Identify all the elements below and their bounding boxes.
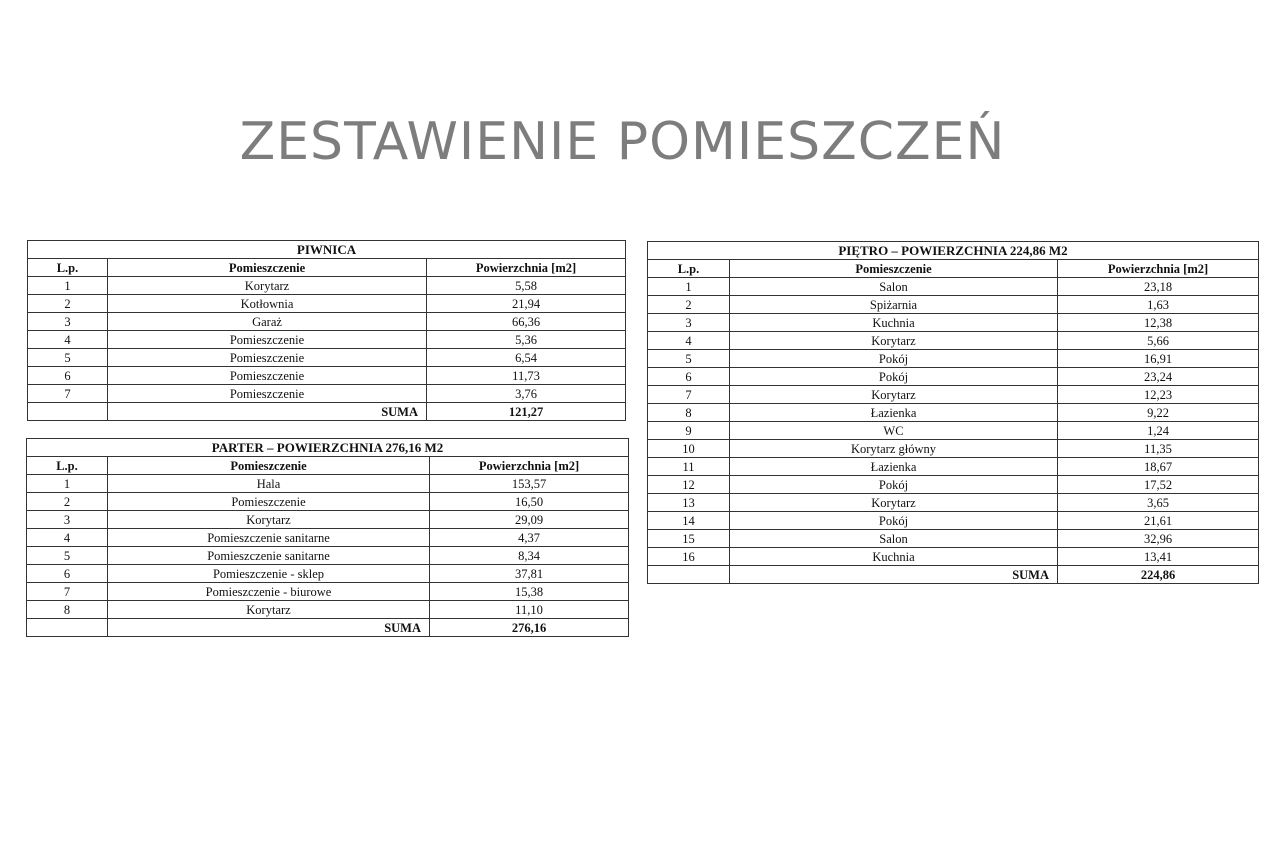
room-cell: Korytarz (108, 511, 430, 529)
room-cell: Korytarz (730, 386, 1058, 404)
table-row (28, 367, 626, 385)
room-cell: Kotłownia (108, 295, 427, 313)
area-cell: 1,24 (1058, 422, 1259, 440)
room-cell: Hala (108, 475, 430, 493)
area-cell: 5,66 (1058, 332, 1259, 350)
table-row (28, 349, 626, 367)
area-cell: 23,18 (1058, 278, 1259, 296)
sum-row (27, 619, 629, 637)
table-row (648, 314, 1259, 332)
room-cell: Pokój (730, 350, 1058, 368)
table-row (27, 565, 629, 583)
room-header: Pomieszczenie (108, 259, 427, 277)
room-cell: Łazienka (730, 404, 1058, 422)
room-header: Pomieszczenie (730, 260, 1058, 278)
table-row (648, 386, 1259, 404)
room-cell: WC (730, 422, 1058, 440)
sum-value: 121,27 (427, 403, 626, 421)
lp-cell: 3 (27, 511, 108, 529)
table-row (28, 331, 626, 349)
table-row (27, 493, 629, 511)
table-row (648, 422, 1259, 440)
room-cell: Korytarz (730, 494, 1058, 512)
table-row (648, 458, 1259, 476)
area-cell: 11,35 (1058, 440, 1259, 458)
area-cell: 11,10 (430, 601, 629, 619)
room-cell: Kuchnia (730, 314, 1058, 332)
room-cell: Salon (730, 530, 1058, 548)
room-header: Pomieszczenie (108, 457, 430, 475)
lp-cell: 10 (648, 440, 730, 458)
lp-cell: 3 (648, 314, 730, 332)
lp-cell: 4 (27, 529, 108, 547)
table-row (28, 295, 626, 313)
pietro-table (647, 241, 1259, 584)
table-row (28, 385, 626, 403)
table-row (648, 332, 1259, 350)
area-header: Powierzchnia [m2] (1058, 260, 1259, 278)
page-title: ZESTAWIENIE POMIESZCZEŃ (239, 112, 1006, 172)
caption-row (27, 439, 629, 457)
lp-cell: 2 (648, 296, 730, 314)
blank-cell (648, 566, 730, 584)
table-row (28, 313, 626, 331)
table-caption: PIWNICA (28, 241, 626, 259)
area-cell: 17,52 (1058, 476, 1259, 494)
room-cell: Pokój (730, 476, 1058, 494)
area-cell: 3,76 (427, 385, 626, 403)
area-cell: 23,24 (1058, 368, 1259, 386)
lp-cell: 5 (648, 350, 730, 368)
room-cell: Pokój (730, 512, 1058, 530)
area-cell: 9,22 (1058, 404, 1259, 422)
area-cell: 18,67 (1058, 458, 1259, 476)
room-cell: Korytarz (108, 277, 427, 295)
table-caption: PARTER – POWIERZCHNIA 276,16 M2 (27, 439, 629, 457)
room-cell: Spiżarnia (730, 296, 1058, 314)
room-cell: Pomieszczenie (108, 331, 427, 349)
room-cell: Łazienka (730, 458, 1058, 476)
area-cell: 37,81 (430, 565, 629, 583)
piwnica-table (27, 240, 626, 421)
lp-cell: 8 (648, 404, 730, 422)
blank-cell (27, 619, 108, 637)
area-header: Powierzchnia [m2] (430, 457, 629, 475)
room-cell: Korytarz główny (730, 440, 1058, 458)
room-cell: Salon (730, 278, 1058, 296)
caption-row (28, 241, 626, 259)
table-row (648, 296, 1259, 314)
sum-label: SUMA (108, 403, 427, 421)
lp-cell: 6 (27, 565, 108, 583)
table-row (27, 547, 629, 565)
area-cell: 12,23 (1058, 386, 1259, 404)
lp-cell: 8 (27, 601, 108, 619)
area-cell: 16,50 (430, 493, 629, 511)
sum-label: SUMA (108, 619, 430, 637)
lp-cell: 1 (28, 277, 108, 295)
room-cell: Pomieszczenie (108, 385, 427, 403)
sum-label: SUMA (730, 566, 1058, 584)
lp-header: L.p. (28, 259, 108, 277)
table-row (648, 476, 1259, 494)
room-cell: Pokój (730, 368, 1058, 386)
room-cell: Garaż (108, 313, 427, 331)
area-cell: 12,38 (1058, 314, 1259, 332)
lp-header: L.p. (648, 260, 730, 278)
lp-cell: 3 (28, 313, 108, 331)
room-cell: Korytarz (730, 332, 1058, 350)
table-row (648, 530, 1259, 548)
room-cell: Korytarz (108, 601, 430, 619)
area-cell: 15,38 (430, 583, 629, 601)
table-row (648, 512, 1259, 530)
lp-cell: 2 (27, 493, 108, 511)
lp-cell: 6 (28, 367, 108, 385)
header-row (28, 259, 626, 277)
area-cell: 4,37 (430, 529, 629, 547)
area-cell: 1,63 (1058, 296, 1259, 314)
room-cell: Pomieszczenie (108, 493, 430, 511)
area-cell: 5,36 (427, 331, 626, 349)
lp-cell: 7 (27, 583, 108, 601)
area-cell: 13,41 (1058, 548, 1259, 566)
table-row (27, 583, 629, 601)
header-row (27, 457, 629, 475)
room-cell: Pomieszczenie (108, 367, 427, 385)
table-row (648, 278, 1259, 296)
area-cell: 32,96 (1058, 530, 1259, 548)
area-cell: 3,65 (1058, 494, 1259, 512)
lp-cell: 1 (27, 475, 108, 493)
header-row (648, 260, 1259, 278)
sum-row (28, 403, 626, 421)
sum-row (648, 566, 1259, 584)
lp-cell: 9 (648, 422, 730, 440)
table-caption: PIĘTRO – POWIERZCHNIA 224,86 M2 (648, 242, 1259, 260)
room-cell: Pomieszczenie sanitarne (108, 529, 430, 547)
table-row (648, 440, 1259, 458)
lp-cell: 7 (28, 385, 108, 403)
area-cell: 6,54 (427, 349, 626, 367)
table-row (28, 277, 626, 295)
lp-cell: 16 (648, 548, 730, 566)
lp-cell: 4 (28, 331, 108, 349)
table-row (27, 529, 629, 547)
area-cell: 29,09 (430, 511, 629, 529)
area-header: Powierzchnia [m2] (427, 259, 626, 277)
lp-cell: 4 (648, 332, 730, 350)
room-cell: Pomieszczenie (108, 349, 427, 367)
lp-cell: 5 (28, 349, 108, 367)
lp-cell: 11 (648, 458, 730, 476)
room-cell: Pomieszczenie sanitarne (108, 547, 430, 565)
lp-cell: 14 (648, 512, 730, 530)
parter-table (26, 438, 629, 637)
table-row (648, 350, 1259, 368)
room-cell: Kuchnia (730, 548, 1058, 566)
area-cell: 21,61 (1058, 512, 1259, 530)
table-row (27, 511, 629, 529)
lp-cell: 15 (648, 530, 730, 548)
room-cell: Pomieszczenie - biurowe (108, 583, 430, 601)
area-cell: 153,57 (430, 475, 629, 493)
lp-cell: 7 (648, 386, 730, 404)
area-cell: 11,73 (427, 367, 626, 385)
lp-header: L.p. (27, 457, 108, 475)
room-cell: Pomieszczenie - sklep (108, 565, 430, 583)
sum-value: 224,86 (1058, 566, 1259, 584)
table-row (648, 404, 1259, 422)
lp-cell: 12 (648, 476, 730, 494)
area-cell: 66,36 (427, 313, 626, 331)
sum-value: 276,16 (430, 619, 629, 637)
area-cell: 21,94 (427, 295, 626, 313)
lp-cell: 2 (28, 295, 108, 313)
table-row (27, 475, 629, 493)
area-cell: 16,91 (1058, 350, 1259, 368)
area-cell: 8,34 (430, 547, 629, 565)
blank-cell (28, 403, 108, 421)
table-row (648, 548, 1259, 566)
caption-row (648, 242, 1259, 260)
lp-cell: 5 (27, 547, 108, 565)
lp-cell: 1 (648, 278, 730, 296)
lp-cell: 6 (648, 368, 730, 386)
table-row (648, 494, 1259, 512)
table-row (648, 368, 1259, 386)
lp-cell: 13 (648, 494, 730, 512)
table-row (27, 601, 629, 619)
area-cell: 5,58 (427, 277, 626, 295)
